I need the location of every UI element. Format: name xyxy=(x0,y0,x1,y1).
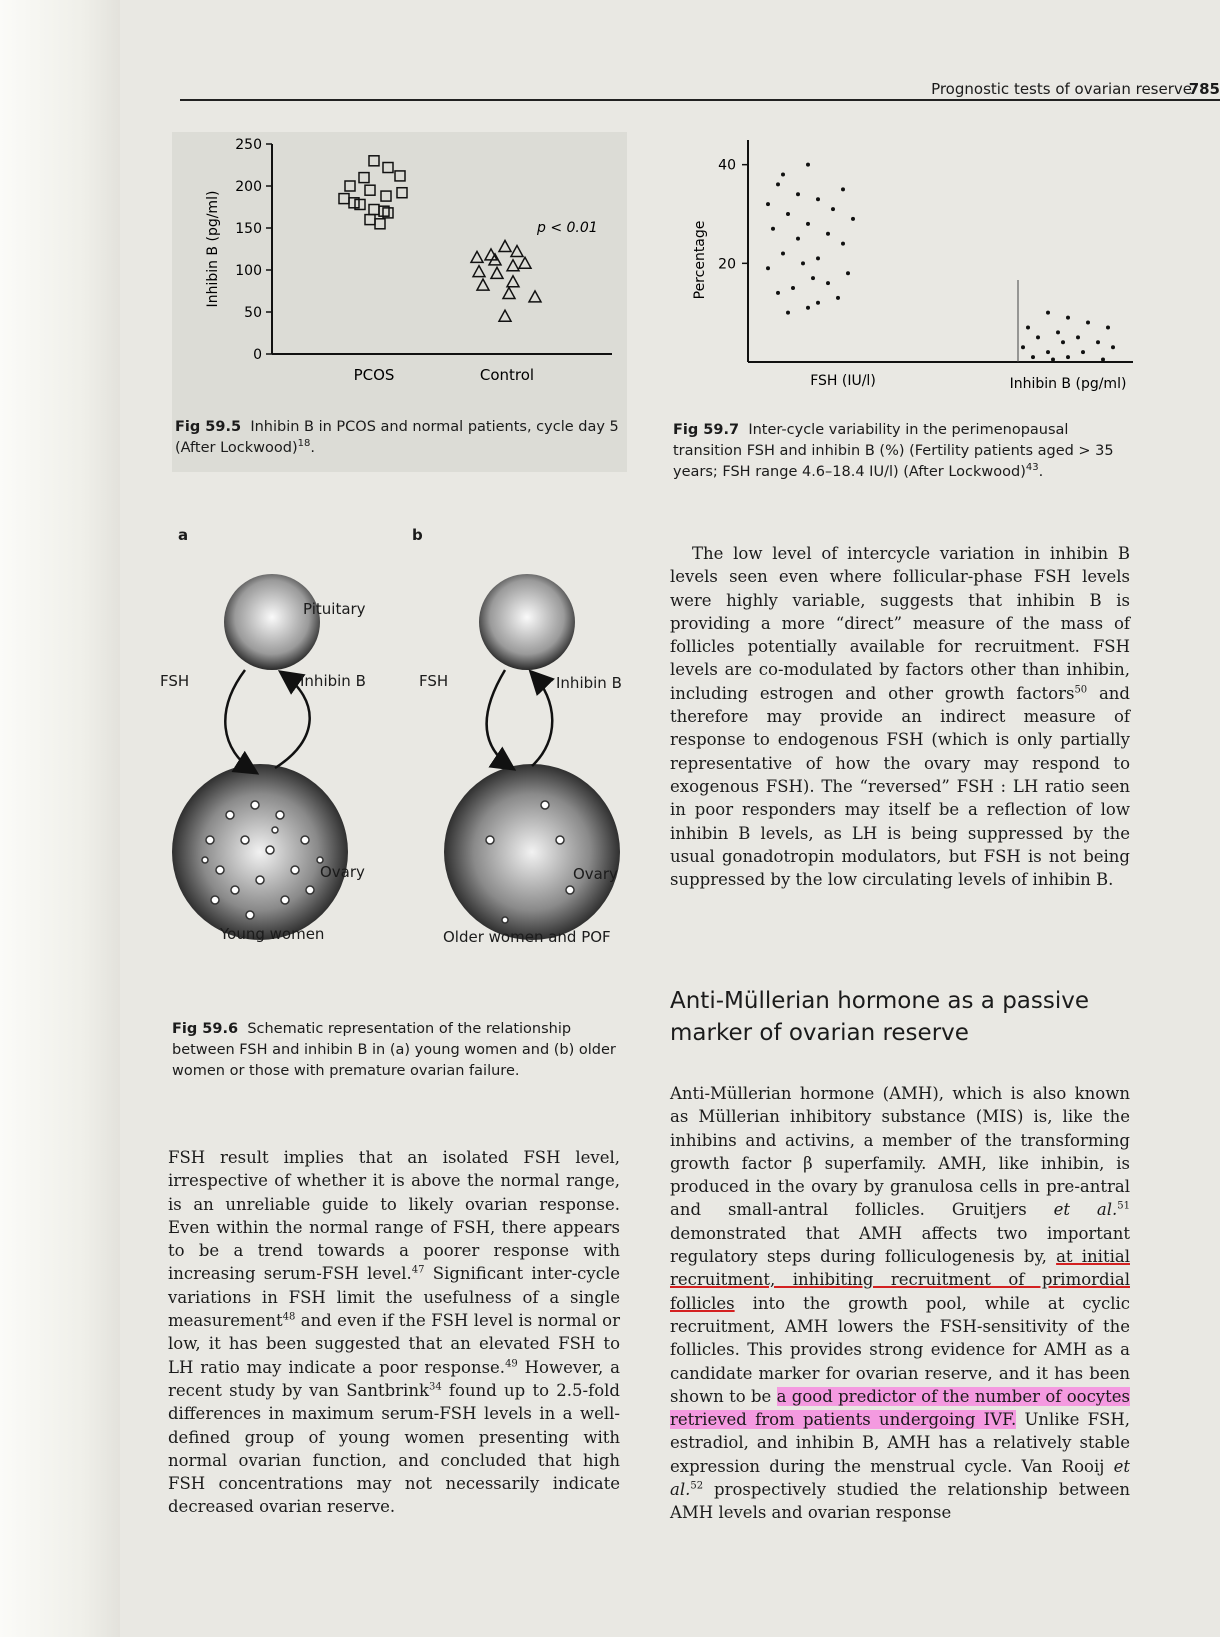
pcos-data-point xyxy=(365,185,375,195)
panel-label-b: b xyxy=(412,526,423,544)
ref-52: 52 xyxy=(690,1480,704,1492)
inhibin-variability-point xyxy=(1076,335,1080,339)
inhibin-variability-point xyxy=(1066,355,1070,359)
pcos-data-point xyxy=(369,156,379,166)
variability-scatter-chart xyxy=(668,140,1138,415)
pcos-data-point xyxy=(383,163,393,173)
x-axis-label-fsh: FSH (IU/l) xyxy=(810,373,876,389)
y-tick-label: 40 xyxy=(718,157,736,174)
et-al-1: et al. xyxy=(1053,1200,1118,1220)
pituitary-ovary-schematic xyxy=(160,540,640,990)
running-title: Prognostic tests of ovarian reserve xyxy=(931,80,1192,98)
y-axis-label: Percentage xyxy=(692,220,708,300)
control-data-point xyxy=(519,257,531,268)
ovary-b xyxy=(444,764,620,940)
pcos-data-point xyxy=(375,219,385,229)
inhibin-variability-point xyxy=(1106,325,1110,329)
fsh-variability-point xyxy=(786,311,790,315)
fsh-variability-point xyxy=(816,197,820,201)
control-data-point xyxy=(499,240,511,251)
inhibin-variability-point xyxy=(1056,330,1060,334)
inhibin-b-label-b: Inhibin B xyxy=(556,674,622,692)
fig-59-5-ref: 18 xyxy=(297,438,311,450)
right-p2-text-2: demonstrated that AMH affects two important regulatory steps during folliculogenesis by, xyxy=(670,1223,1130,1267)
inhibin-variability-point xyxy=(1036,335,1040,339)
fig-59-7-ref: 43 xyxy=(1025,462,1039,474)
control-data-point xyxy=(491,267,503,278)
inhibin-variability-point xyxy=(1046,350,1050,354)
left-text-5: found up to 2.5-fold differences in maximum serum-FSH levels in a well-defined group of young women presenting with normal ovarian function, and concluded that high FSH concentrations may not necessarily indicate decreased ovarian reserve. xyxy=(168,1380,620,1517)
pituitary-label: Pituitary xyxy=(303,600,366,618)
pcos-data-point xyxy=(365,215,375,225)
left-text-4: However, a recent study by van Santbrink xyxy=(168,1357,620,1400)
fsh-variability-point xyxy=(796,192,800,196)
fig-59-5-caption-text: Inhibin B in PCOS and normal patients, cycle day 5 (After Lockwood) xyxy=(175,419,619,456)
fig-59-6-label: Fig 59.6 xyxy=(172,1021,239,1037)
inhibin-variability-point xyxy=(1026,325,1030,329)
fsh-variability-point xyxy=(826,281,830,285)
pcos-data-point xyxy=(381,191,391,201)
fig-59-6-caption-text: Schematic representation of the relationship between FSH and inhibin B in (a) young women and (b) older women or those with premature ovarian failure. xyxy=(172,1021,616,1079)
category-label: Control xyxy=(479,366,535,384)
fsh-variability-point xyxy=(841,242,845,246)
y-tick-label: 50 xyxy=(244,305,262,321)
right-p2-text-5: prospectively studied the relationship between AMH levels and ovarian response xyxy=(670,1480,1130,1523)
fsh-variability-point xyxy=(836,296,840,300)
pcos-data-point xyxy=(339,194,349,204)
control-data-point xyxy=(507,276,519,287)
inhibin-b-arrow-b xyxy=(532,673,552,766)
fsh-variability-point xyxy=(776,182,780,186)
young-women-label: Young women xyxy=(220,925,325,943)
inhibin-variability-point xyxy=(1081,350,1085,354)
fsh-variability-point xyxy=(816,301,820,305)
ref-50: 50 xyxy=(1074,684,1088,696)
right-p1-text-2: and therefore may provide an indirect measure of response to endogenous FSH (which is only partially representative of how the ovary may respond to exogenous FSH). The “reversed” FSH : LH ratio seen in poor responders may itself be a reflection of low inhibin B levels, as LH is being suppressed by the usual gonadotropin modulators, but FSH is not being suppressed by the low circulating levels of inhibin B. xyxy=(670,683,1130,890)
et-al-2: et al. xyxy=(670,1456,1130,1500)
fsh-variability-point xyxy=(771,227,775,231)
right-p2-text-1: Anti-Müllerian hormone (AMH), which is also known as Müllerian inhibitory substance (MIS) is, like the inhibins and activins, a member of the transforming growth factor β superfamily. AMH, like inhibin, is produced in the ovary by granulosa cells in pre-antral and small-antral follicles. Gruitjers xyxy=(670,1084,1130,1220)
x-axis-label-inhibin: Inhibin B (pg/ml) xyxy=(1009,376,1127,392)
pcos-data-point xyxy=(395,171,405,181)
fig-59-7-label: Fig 59.7 xyxy=(673,422,740,438)
fsh-variability-point xyxy=(766,266,770,270)
panel-label-a: a xyxy=(178,526,189,544)
fig-59-7-caption: Fig 59.7 Inter-cycle variability in the perimenopausal transition FSH and inhibin B (%) (Fertility patients aged > 35 years; FSH range 4.6–18.4 IU/l) (After Lockwood)$^{43}$. xyxy=(673,422,1114,480)
pituitary-gland-b xyxy=(479,574,575,670)
ovary-a xyxy=(172,764,348,940)
fsh-variability-point xyxy=(781,173,785,177)
running-head xyxy=(180,80,1220,102)
pcos-data-point xyxy=(369,205,379,215)
left-text-1: FSH result implies that an isolated FSH level, irrespective of whether it is above the normal range, is an unreliable guide to likely ovarian response. Even within the normal range of FSH, there appears to be a trend towards a poorer response with increasing serum-FSH level. xyxy=(168,1148,620,1284)
control-data-point xyxy=(503,288,515,299)
right-p2-text-4: Unlike FSH, estradiol, and inhibin B, AMH has a relatively stable expression during the menstrual cycle. Van Rooij xyxy=(670,1410,1130,1476)
right-column-paragraph-1 xyxy=(670,542,1130,891)
fsh-variability-point xyxy=(781,251,785,255)
book-page xyxy=(120,0,1220,1637)
section-heading: Anti-Müllerian hormone as a passive marker of ovarian reserve xyxy=(670,988,1090,1046)
control-data-point xyxy=(507,260,519,271)
left-text-3: and even if the FSH level is normal or low, it has been suggested that an elevated FSH to LH ratio may indicate a poor response. xyxy=(168,1311,620,1377)
control-data-point xyxy=(473,266,485,277)
y-axis-label: Inhibin B (pg/ml) xyxy=(205,190,221,308)
highlighted-text: a good predictor of the number of oocytes retrieved from patients undergoing IVF. xyxy=(670,1386,1130,1430)
fsh-variability-point xyxy=(791,286,795,290)
ref-47: 47 xyxy=(411,1264,425,1276)
control-data-point xyxy=(529,291,541,302)
y-tick-label: 250 xyxy=(235,137,262,153)
fsh-variability-point xyxy=(806,222,810,226)
schematic-young xyxy=(172,574,348,940)
inhibin-variability-point xyxy=(1031,355,1035,359)
schematic-older xyxy=(444,574,620,940)
fsh-arrow-b xyxy=(487,670,512,768)
inhibin-variability-point xyxy=(1111,345,1115,349)
pcos-data-point xyxy=(345,181,355,191)
fig-59-5-label: Fig 59.5 xyxy=(175,419,242,435)
right-column-paragraph-2 xyxy=(670,1082,1130,1525)
control-data-point xyxy=(471,251,483,262)
fsh-variability-point xyxy=(806,163,810,167)
figure-59-6 xyxy=(160,526,640,990)
y-tick-label: 100 xyxy=(235,263,262,279)
ovary-label-a: Ovary xyxy=(320,863,365,881)
inhibin-variability-point xyxy=(1051,358,1055,362)
page-number: 785 xyxy=(1188,80,1220,98)
fsh-arrow-a xyxy=(225,670,255,772)
spiral-binding xyxy=(0,0,120,1637)
older-women-label: Older women and POF xyxy=(443,928,611,946)
left-column-text xyxy=(168,1146,620,1519)
fig-59-6-caption xyxy=(172,1019,632,1082)
y-tick-label: 150 xyxy=(235,221,262,237)
fsh-variability-point xyxy=(816,256,820,260)
ovary-label-b: Ovary xyxy=(573,865,618,883)
control-data-point xyxy=(499,310,511,321)
inhibin-variability-point xyxy=(1101,358,1105,362)
fsh-variability-point xyxy=(776,291,780,295)
control-data-point xyxy=(477,279,489,290)
fsh-variability-point xyxy=(826,232,830,236)
p-value-annotation: p < 0.01 xyxy=(537,220,598,237)
figure-59-7 xyxy=(668,140,1138,415)
fsh-variability-point xyxy=(796,237,800,241)
fsh-variability-point xyxy=(831,207,835,211)
ref-48: 48 xyxy=(282,1311,296,1323)
fig-59-5-caption: Fig 59.5 Inhibin B in PCOS and normal patients, cycle day 5 (After Lockwood)$^{18}$. xyxy=(175,419,619,456)
fig-59-7-caption-text: Inter-cycle variability in the perimenopausal transition FSH and inhibin B (%) (Fertility patients aged > 35 years; FSH range 4.6–18.4 IU/l) (After Lockwood) xyxy=(673,422,1114,480)
control-data-point xyxy=(511,246,523,257)
ref-51: 51 xyxy=(1117,1200,1131,1212)
inhibin-b-label-a: Inhibin B xyxy=(300,672,366,690)
fsh-label-b: FSH xyxy=(419,672,449,690)
inhibin-variability-point xyxy=(1061,340,1065,344)
fsh-variability-point xyxy=(851,217,855,221)
fsh-variability-point xyxy=(811,276,815,280)
fsh-variability-point xyxy=(766,202,770,206)
right-p1-text-1: The low level of intercycle variation in inhibin B levels seen even where follicular-phase FSH levels were highly variable, suggests that inhibin B is providing a more “direct” measure of the mass of follicles potentially available for recruitment. FSH levels are co-modulated by factors other than inhibin, including estrogen and other growth factors xyxy=(670,544,1130,703)
category-label: PCOS xyxy=(353,366,395,384)
pcos-data-point xyxy=(359,173,369,183)
header-rule xyxy=(180,99,1220,101)
left-text-2: Significant inter-cycle variations in FSH limit the usefulness of a single measurement xyxy=(168,1264,620,1331)
fsh-variability-point xyxy=(801,261,805,265)
y-tick-label: 0 xyxy=(253,347,262,363)
inhibin-variability-point xyxy=(1086,321,1090,325)
pcos-data-point xyxy=(397,188,407,198)
fsh-variability-point xyxy=(846,271,850,275)
ref-34: 34 xyxy=(428,1381,442,1393)
ref-49: 49 xyxy=(505,1358,518,1370)
fsh-label-a: FSH xyxy=(160,672,190,690)
y-tick-label: 200 xyxy=(235,179,262,195)
inhibin-variability-point xyxy=(1021,345,1025,349)
underlined-text: at initial recruitment, inhibiting recruitment of primordial follicles xyxy=(670,1247,1130,1313)
pituitary-gland-a xyxy=(224,574,320,670)
fsh-variability-point xyxy=(806,306,810,310)
right-p2-text-3: into the growth pool, while at cyclic recruitment, AMH lowers the FSH-sensitivity of the follicles. This provides strong evidence for AMH as a candidate marker for ovarian reserve, and it has been shown to be xyxy=(670,1293,1130,1406)
fsh-variability-point xyxy=(786,212,790,216)
fsh-variability-point xyxy=(841,187,845,191)
inhibin-variability-point xyxy=(1046,311,1050,315)
y-tick-label: 20 xyxy=(718,256,736,273)
inhibin-variability-point xyxy=(1066,316,1070,320)
inhibin-variability-point xyxy=(1096,340,1100,344)
